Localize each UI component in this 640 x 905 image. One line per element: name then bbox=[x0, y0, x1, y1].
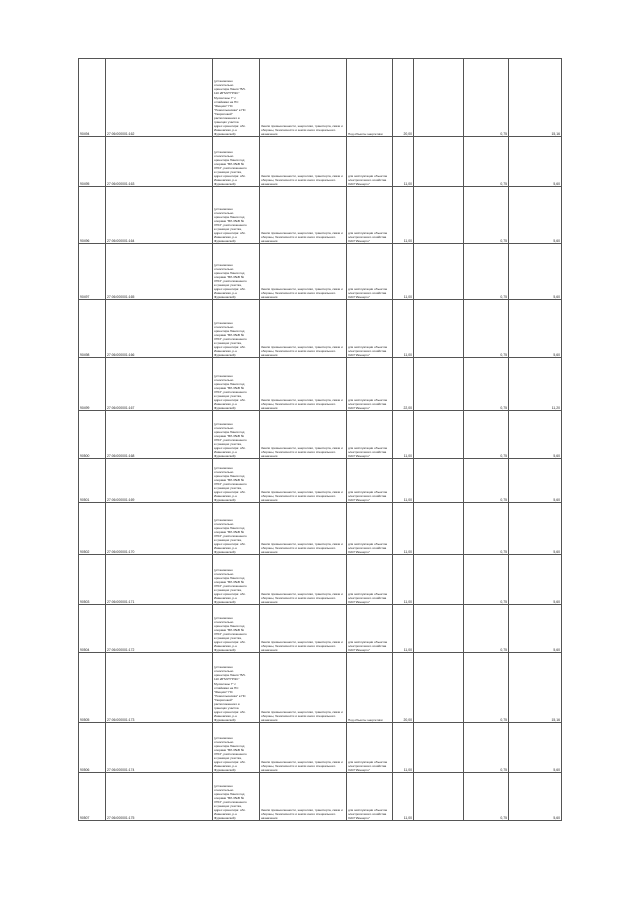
empty-cell bbox=[414, 605, 464, 653]
amount-cell: 5,60 bbox=[509, 555, 562, 605]
location-description-line: опорами "ВЛ-35кВ № bbox=[214, 627, 245, 632]
land-category-cell: Земли промышленности, энергетики, транспорта, связи и обороны, безопасности и земли иного специального назначения bbox=[260, 59, 347, 137]
cadastral-number-cell: 27:06:000001:166 bbox=[106, 300, 213, 358]
amount-cell: 5,60 bbox=[509, 411, 562, 459]
location-description-line: адрес ориентира: обл. bbox=[214, 759, 246, 764]
location-description-line: (установлено bbox=[214, 783, 233, 788]
location-description-cell bbox=[213, 137, 260, 187]
land-plots-table bbox=[78, 58, 562, 821]
amount-cell: 5,60 bbox=[509, 605, 562, 653]
empty-cell bbox=[414, 59, 464, 137]
table-row bbox=[79, 187, 562, 244]
location-description-line: (установлено bbox=[214, 373, 233, 378]
cadastral-number-cell: 27:06:000001:167 bbox=[106, 358, 213, 411]
row-number-cell: 90498 bbox=[79, 300, 106, 358]
location-description-line: адрес ориентира: обл. bbox=[214, 123, 246, 128]
rate-cell: 0,75 bbox=[464, 358, 509, 411]
location-description-cell bbox=[213, 653, 260, 723]
location-description-line: 3704", расположенного bbox=[214, 799, 247, 804]
location-description-line: Фурмановский) bbox=[214, 131, 236, 136]
row-number-cell: 90497 bbox=[79, 244, 106, 300]
land-category-cell: Земли промышленности, энергетики, транспорта, связи и обороны, безопасности и земли иного специального назначения bbox=[260, 244, 347, 300]
location-description-cell bbox=[213, 459, 260, 503]
location-description-line: в границах участка, bbox=[214, 803, 242, 808]
location-description-line: Фурмановский) bbox=[214, 294, 236, 299]
location-description-line: ориентира Линия под bbox=[214, 575, 245, 580]
permitted-use-cell: для эксплуатации объектов электросетевого хозяйства ОАО"Ивэнерго" bbox=[347, 503, 393, 555]
location-description-line: 3704", расположенного bbox=[214, 389, 247, 394]
location-description-line: 3704", расположенного bbox=[214, 533, 247, 538]
location-description-line: 3704", расположенного bbox=[214, 222, 247, 227]
land-category-cell: Земли промышленности, энергетики, транспорта, связи и обороны, безопасности и земли иного специального назначения bbox=[260, 723, 347, 773]
location-description-line: (установлено bbox=[214, 149, 233, 154]
location-description-line: адрес ориентира: обл. bbox=[214, 173, 246, 178]
location-description-line: (установлено bbox=[214, 79, 233, 84]
table-row bbox=[79, 555, 562, 605]
location-description-line: "Ямщикс" ПС bbox=[214, 103, 233, 108]
location-description-line: 3704", расположенного bbox=[214, 631, 247, 636]
row-number-cell: 90495 bbox=[79, 137, 106, 187]
location-description-line: Ивановская, р-н bbox=[214, 713, 237, 718]
table-row bbox=[79, 773, 562, 821]
amount-cell: 5,60 bbox=[509, 723, 562, 773]
row-number-cell: 90494 bbox=[79, 59, 106, 137]
rate-cell: 0,75 bbox=[464, 137, 509, 187]
table-row bbox=[79, 244, 562, 300]
permitted-use-cell: для эксплуатации объектов электросетевого хозяйства ОАО"Ивэнерго" bbox=[347, 244, 393, 300]
location-description-line: расположенного в bbox=[214, 115, 240, 120]
location-description-line: 3704", расположенного bbox=[214, 336, 247, 341]
location-description-line: в границах участка, bbox=[214, 226, 242, 231]
area-cell: 11,00 bbox=[393, 137, 414, 187]
location-description-line: относительно bbox=[214, 619, 234, 624]
rate-cell: 0,75 bbox=[464, 605, 509, 653]
location-description-line: ориентира Линия под bbox=[214, 623, 245, 628]
location-description-line: расположенного в bbox=[214, 701, 240, 706]
cadastral-number-cell: 27:06:000001:172 bbox=[106, 605, 213, 653]
location-description-line: ориентира Линия под bbox=[214, 743, 245, 748]
table-row bbox=[79, 653, 562, 723]
location-description-line: (установлено bbox=[214, 421, 233, 426]
location-description-line: "Гавриловой" bbox=[214, 111, 233, 116]
location-description-line: адрес ориентира: обл. bbox=[214, 397, 246, 402]
empty-cell bbox=[414, 300, 464, 358]
location-description-line: опорами "ВЛ-35кВ № bbox=[214, 332, 245, 337]
cadastral-number-cell: 27:06:000001:165 bbox=[106, 244, 213, 300]
area-cell: 11,00 bbox=[393, 605, 414, 653]
location-description-cell bbox=[213, 59, 260, 137]
location-description-line: ориентира Линия "ВЛ- bbox=[214, 87, 246, 92]
location-description-cell bbox=[213, 187, 260, 244]
area-cell: 11,00 bbox=[393, 723, 414, 773]
rate-cell: 0,75 bbox=[464, 653, 509, 723]
location-description-line: адрес ориентира: обл. bbox=[214, 639, 246, 644]
rate-cell: 0,75 bbox=[464, 244, 509, 300]
row-number-cell: 90507 bbox=[79, 773, 106, 821]
location-description-line: относительно bbox=[214, 266, 234, 271]
location-description-line: Фурмановский) bbox=[214, 717, 236, 722]
location-description-line: адрес ориентира: обл. bbox=[214, 807, 246, 812]
location-description-line: опорами "ВЛ-35кВ № bbox=[214, 218, 245, 223]
location-description-line: ориентира Линия "ВЛ- bbox=[214, 673, 246, 678]
location-description-line: Ивановская, р-н bbox=[214, 493, 237, 498]
location-description-line: (установлено bbox=[214, 615, 233, 620]
location-description-line: (установлено bbox=[214, 735, 233, 740]
amount-cell: 5,60 bbox=[509, 187, 562, 244]
empty-cell bbox=[414, 723, 464, 773]
cadastral-number-cell: 27:06:000001:168 bbox=[106, 411, 213, 459]
location-description-line: (установлено bbox=[214, 206, 233, 211]
area-cell: 11,00 bbox=[393, 459, 414, 503]
location-description-line: границах участка bbox=[214, 119, 239, 124]
table-row bbox=[79, 605, 562, 653]
amount-cell: 5,60 bbox=[509, 300, 562, 358]
location-description-line: Фурмановский) bbox=[214, 405, 236, 410]
location-description-line: 110 кВ"МУП"РЭС" bbox=[214, 91, 240, 96]
location-description-line: отпайками на ПС bbox=[214, 99, 239, 104]
location-description-cell bbox=[213, 411, 260, 459]
location-description-line: относительно bbox=[214, 425, 234, 430]
cadastral-number-cell: 27:06:000001:170 bbox=[106, 503, 213, 555]
row-number-cell: 90500 bbox=[79, 411, 106, 459]
location-description-line: Ивановская, р-н bbox=[214, 127, 237, 132]
cadastral-number-cell: 27:06:000001:169 bbox=[106, 459, 213, 503]
location-description-line: Ивановская, р-н bbox=[214, 401, 237, 406]
table-row bbox=[79, 358, 562, 411]
empty-cell bbox=[414, 411, 464, 459]
location-description-line: относительно bbox=[214, 571, 234, 576]
location-description-line: "Новоильинская" в ПС bbox=[214, 693, 246, 698]
amount-cell: 5,60 bbox=[509, 137, 562, 187]
location-description-line: опорами "ВЛ-35кВ № bbox=[214, 274, 245, 279]
area-cell: 20,00 bbox=[393, 653, 414, 723]
document-sheet bbox=[78, 58, 561, 821]
location-description-line: Ивановская, р-н bbox=[214, 234, 237, 239]
location-description-line: Ивановская, р-н bbox=[214, 763, 237, 768]
location-description-line: Фурмановский) bbox=[214, 767, 236, 772]
location-description-line: в границах участка, bbox=[214, 169, 242, 174]
table-row bbox=[79, 459, 562, 503]
location-description-line: опорами "ВЛ-35кВ № bbox=[214, 477, 245, 482]
location-description-line: Фурмановский) bbox=[214, 453, 236, 458]
amount-cell: 5,60 bbox=[509, 773, 562, 821]
location-description-line: ориентира Линия под bbox=[214, 473, 245, 478]
location-description-line: адрес ориентира: обл. bbox=[214, 230, 246, 235]
cadastral-number-cell: 27:06:000001:171 bbox=[106, 555, 213, 605]
location-description-line: в границах участка, bbox=[214, 441, 242, 446]
location-description-line: в границах участка, bbox=[214, 755, 242, 760]
location-description-line: адрес ориентира: обл. bbox=[214, 286, 246, 291]
location-description-line: адрес ориентира: обл. bbox=[214, 344, 246, 349]
land-category-cell: Земли промышленности, энергетики, транспорта, связи и обороны, безопасности и земли иного специального назначения bbox=[260, 555, 347, 605]
location-description-line: Фурмановский) bbox=[214, 815, 236, 820]
rate-cell: 0,75 bbox=[464, 459, 509, 503]
table-row bbox=[79, 59, 562, 137]
row-number-cell: 90503 bbox=[79, 555, 106, 605]
location-description-cell bbox=[213, 358, 260, 411]
cadastral-number-cell: 27:06:000001:163 bbox=[106, 137, 213, 187]
row-number-cell: 90496 bbox=[79, 187, 106, 244]
location-description-line: относительно bbox=[214, 739, 234, 744]
location-description-line: Мухинтаны 7" с bbox=[214, 681, 236, 686]
location-description-line: Ивановская, р-н bbox=[214, 290, 237, 295]
location-description-line: ориентира Линия под bbox=[214, 429, 245, 434]
area-cell: 11,00 bbox=[393, 411, 414, 459]
location-description-cell bbox=[213, 244, 260, 300]
permitted-use-cell: для эксплуатации объектов электросетевого хозяйства ОАО"Ивэнерго" bbox=[347, 605, 393, 653]
location-description-line: (установлено bbox=[214, 567, 233, 572]
land-category-cell: Земли промышленности, энергетики, транспорта, связи и обороны, безопасности и земли иного специального назначения bbox=[260, 605, 347, 653]
location-description-line: отпайками на ПС bbox=[214, 685, 239, 690]
table-row bbox=[79, 137, 562, 187]
amount-cell: 5,60 bbox=[509, 459, 562, 503]
location-description-line: 3704", расположенного bbox=[214, 481, 247, 486]
table-row bbox=[79, 723, 562, 773]
rate-cell: 0,75 bbox=[464, 59, 509, 137]
rate-cell: 0,75 bbox=[464, 555, 509, 605]
location-description-line: ориентира Линия под bbox=[214, 328, 245, 333]
location-description-line: ориентира Линия под bbox=[214, 270, 245, 275]
table-row bbox=[79, 411, 562, 459]
location-description-line: опорами "ВЛ-35кВ № bbox=[214, 529, 245, 534]
area-cell: 11,00 bbox=[393, 555, 414, 605]
location-description-line: Ивановская, р-н bbox=[214, 643, 237, 648]
location-description-line: 3704", расположенного bbox=[214, 583, 247, 588]
location-description-line: в границах участка, bbox=[214, 485, 242, 490]
area-cell: 22,00 bbox=[393, 358, 414, 411]
empty-cell bbox=[414, 187, 464, 244]
area-cell: 11,00 bbox=[393, 187, 414, 244]
location-description-line: (установлено bbox=[214, 465, 233, 470]
location-description-line: "Гавриловой" bbox=[214, 697, 233, 702]
permitted-use-cell: для эксплуатации объектов электросетевого хозяйства ОАО"Ивэнерго" bbox=[347, 459, 393, 503]
location-description-line: ориентира Линия под bbox=[214, 525, 245, 530]
location-description-line: адрес ориентира: обл. bbox=[214, 709, 246, 714]
empty-cell bbox=[414, 503, 464, 555]
location-description-line: Фурмановский) bbox=[214, 238, 236, 243]
location-description-line: (установлено bbox=[214, 320, 233, 325]
cadastral-number-cell: 27:06:000001:162 bbox=[106, 59, 213, 137]
location-description-line: ориентира Линия под bbox=[214, 157, 245, 162]
location-description-line: относительно bbox=[214, 153, 234, 158]
location-description-line: Ивановская, р-н bbox=[214, 545, 237, 550]
location-description-line: опорами "ВЛ-35кВ № bbox=[214, 747, 245, 752]
location-description-line: 3704", расположенного bbox=[214, 437, 247, 442]
area-cell: 11,00 bbox=[393, 300, 414, 358]
row-number-cell: 90505 bbox=[79, 653, 106, 723]
permitted-use-cell: для эксплуатации объектов электросетевого хозяйства ОАО"Ивэнерго" bbox=[347, 723, 393, 773]
rate-cell: 0,75 bbox=[464, 187, 509, 244]
location-description-line: 110 кВ"МУП"РЭС" bbox=[214, 677, 240, 682]
location-description-line: относительно bbox=[214, 83, 234, 88]
table-row bbox=[79, 300, 562, 358]
land-category-cell: Земли промышленности, энергетики, транспорта, связи и обороны, безопасности и земли иного специального назначения bbox=[260, 187, 347, 244]
location-description-line: ориентира Линия под bbox=[214, 381, 245, 386]
rate-cell: 0,75 bbox=[464, 723, 509, 773]
rate-cell: 0,75 bbox=[464, 411, 509, 459]
location-description-line: "Новоильинская" в ПС bbox=[214, 107, 246, 112]
location-description-line: (установлено bbox=[214, 665, 233, 670]
cadastral-number-cell: 27:06:000001:174 bbox=[106, 723, 213, 773]
location-description-line: опорами "ВЛ-35кВ № bbox=[214, 433, 245, 438]
empty-cell bbox=[414, 244, 464, 300]
location-description-line: Фурмановский) bbox=[214, 497, 236, 502]
permitted-use-cell: для эксплуатации объектов электросетевого хозяйства ОАО"Ивэнерго" bbox=[347, 358, 393, 411]
location-description-line: Фурмановский) bbox=[214, 647, 236, 652]
area-cell: 11,00 bbox=[393, 503, 414, 555]
rate-cell: 0,75 bbox=[464, 503, 509, 555]
location-description-line: относительно bbox=[214, 521, 234, 526]
location-description-line: Фурмановский) bbox=[214, 549, 236, 554]
location-description-line: в границах участка, bbox=[214, 340, 242, 345]
location-description-line: опорами "ВЛ-35кВ № bbox=[214, 795, 245, 800]
permitted-use-cell: для эксплуатации объектов электросетевого хозяйства ОАО"Ивэнерго" bbox=[347, 555, 393, 605]
permitted-use-cell: Под объекты энергетики bbox=[347, 653, 393, 723]
location-description-line: Ивановская, р-н bbox=[214, 811, 237, 816]
location-description-line: "Ямщикс" ПС bbox=[214, 689, 233, 694]
location-description-line: относительно bbox=[214, 210, 234, 215]
location-description-line: в границах участка, bbox=[214, 282, 242, 287]
location-description-cell bbox=[213, 773, 260, 821]
permitted-use-cell: для эксплуатации объектов электросетевого хозяйства ОАО"Ивэнерго" bbox=[347, 137, 393, 187]
empty-cell bbox=[414, 773, 464, 821]
permitted-use-cell: Под объекты энергетики bbox=[347, 59, 393, 137]
empty-cell bbox=[414, 653, 464, 723]
land-category-cell: Земли промышленности, энергетики, транспорта, связи и обороны, безопасности и земли иного специального назначения bbox=[260, 773, 347, 821]
land-category-cell: Земли промышленности, энергетики, транспорта, связи и обороны, безопасности и земли иного специального назначения bbox=[260, 459, 347, 503]
amount-cell: 11,20 bbox=[509, 358, 562, 411]
location-description-line: Мухинтаны 7" с bbox=[214, 95, 236, 100]
location-description-line: относительно bbox=[214, 787, 234, 792]
location-description-line: в границах участка, bbox=[214, 537, 242, 542]
location-description-line: ориентира Линия под bbox=[214, 214, 245, 219]
location-description-cell bbox=[213, 605, 260, 653]
empty-cell bbox=[414, 555, 464, 605]
location-description-line: опорами "ВЛ-35кВ № bbox=[214, 385, 245, 390]
amount-cell: 15,16 bbox=[509, 653, 562, 723]
area-cell: 11,00 bbox=[393, 244, 414, 300]
location-description-line: ориентира Линия под bbox=[214, 791, 245, 796]
empty-cell bbox=[414, 358, 464, 411]
permitted-use-cell: для эксплуатации объектов электросетевого хозяйства ОАО"Ивэнерго" bbox=[347, 411, 393, 459]
location-description-line: границах участка bbox=[214, 705, 239, 710]
row-number-cell: 90506 bbox=[79, 723, 106, 773]
land-category-cell: Земли промышленности, энергетики, транспорта, связи и обороны, безопасности и земли иного специального назначения bbox=[260, 137, 347, 187]
location-description-line: Ивановская, р-н bbox=[214, 177, 237, 182]
rate-cell: 0,75 bbox=[464, 300, 509, 358]
location-description-line: 3704", расположенного bbox=[214, 278, 247, 283]
location-description-line: (установлено bbox=[214, 262, 233, 267]
permitted-use-cell: для эксплуатации объектов электросетевого хозяйства ОАО"Ивэнерго" bbox=[347, 300, 393, 358]
cadastral-number-cell: 27:06:000001:173 bbox=[106, 653, 213, 723]
row-number-cell: 90499 bbox=[79, 358, 106, 411]
location-description-line: Ивановская, р-н bbox=[214, 449, 237, 454]
location-description-line: в границах участка, bbox=[214, 393, 242, 398]
location-description-line: в границах участка, bbox=[214, 635, 242, 640]
empty-cell bbox=[414, 137, 464, 187]
location-description-line: 3704", расположенного bbox=[214, 751, 247, 756]
location-description-line: 3704", расположенного bbox=[214, 165, 247, 170]
amount-cell: 5,60 bbox=[509, 244, 562, 300]
land-category-cell: Земли промышленности, энергетики, транспорта, связи и обороны, безопасности и земли иного специального назначения bbox=[260, 411, 347, 459]
location-description-line: Фурмановский) bbox=[214, 352, 236, 357]
location-description-line: Фурмановский) bbox=[214, 599, 236, 604]
location-description-cell bbox=[213, 503, 260, 555]
location-description-line: Фурмановский) bbox=[214, 181, 236, 186]
permitted-use-cell: для эксплуатации объектов электросетевого хозяйства ОАО"Ивэнерго" bbox=[347, 187, 393, 244]
location-description-line: (установлено bbox=[214, 517, 233, 522]
row-number-cell: 90501 bbox=[79, 459, 106, 503]
table-body bbox=[79, 59, 562, 821]
location-description-line: адрес ориентира: обл. bbox=[214, 489, 246, 494]
location-description-line: относительно bbox=[214, 469, 234, 474]
location-description-cell bbox=[213, 555, 260, 605]
land-category-cell: Земли промышленности, энергетики, транспорта, связи и обороны, безопасности и земли иного специального назначения bbox=[260, 653, 347, 723]
area-cell: 11,00 bbox=[393, 773, 414, 821]
rate-cell: 0,75 bbox=[464, 773, 509, 821]
location-description-line: адрес ориентира: обл. bbox=[214, 445, 246, 450]
location-description-line: Ивановская, р-н bbox=[214, 348, 237, 353]
amount-cell: 15,16 bbox=[509, 59, 562, 137]
row-number-cell: 90502 bbox=[79, 503, 106, 555]
cadastral-number-cell: 27:06:000001:175 bbox=[106, 773, 213, 821]
location-description-cell bbox=[213, 723, 260, 773]
location-description-line: относительно bbox=[214, 377, 234, 382]
location-description-line: относительно bbox=[214, 669, 234, 674]
permitted-use-cell: для эксплуатации объектов электросетевого хозяйства ОАО"Ивэнерго" bbox=[347, 773, 393, 821]
location-description-line: опорами "ВЛ-35кВ № bbox=[214, 579, 245, 584]
location-description-line: относительно bbox=[214, 324, 234, 329]
row-number-cell: 90504 bbox=[79, 605, 106, 653]
location-description-line: адрес ориентира: обл. bbox=[214, 541, 246, 546]
location-description-line: опорами "ВЛ-35кВ № bbox=[214, 161, 245, 166]
land-category-cell: Земли промышленности, энергетики, транспорта, связи и обороны, безопасности и земли иного специального назначения bbox=[260, 358, 347, 411]
location-description-line: адрес ориентира: обл. bbox=[214, 591, 246, 596]
location-description-line: Ивановская, р-н bbox=[214, 595, 237, 600]
cadastral-number-cell: 27:06:000001:164 bbox=[106, 187, 213, 244]
amount-cell: 5,60 bbox=[509, 503, 562, 555]
location-description-line: в границах участка, bbox=[214, 587, 242, 592]
location-description-cell bbox=[213, 300, 260, 358]
empty-cell bbox=[414, 459, 464, 503]
area-cell: 20,00 bbox=[393, 59, 414, 137]
land-category-cell: Земли промышленности, энергетики, транспорта, связи и обороны, безопасности и земли иного специального назначения bbox=[260, 503, 347, 555]
land-category-cell: Земли промышленности, энергетики, транспорта, связи и обороны, безопасности и земли иного специального назначения bbox=[260, 300, 347, 358]
table-row bbox=[79, 503, 562, 555]
